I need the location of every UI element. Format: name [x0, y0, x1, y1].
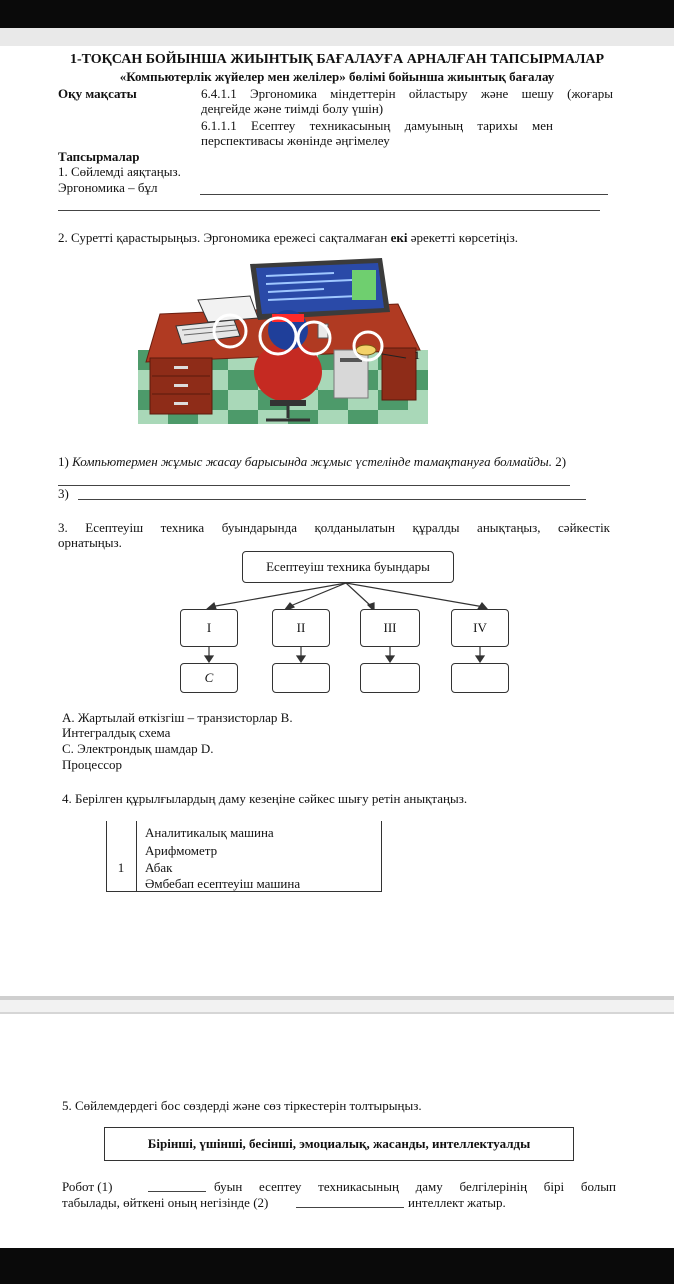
- gen-box-3: III: [360, 609, 420, 647]
- table-item-2: Арифмометр: [145, 843, 218, 858]
- answer-box-1[interactable]: C: [180, 663, 238, 693]
- task1-answer-line[interactable]: [200, 194, 608, 195]
- wordbank-box: Бірінші, үшінші, бесінші, эмоциалық, жасанды, интеллектуалды: [104, 1127, 574, 1161]
- answer1-prefix: 1): [58, 454, 73, 469]
- blank-2[interactable]: [296, 1207, 404, 1208]
- document-title: 1-ТОҚСАН БОЙЫНША ЖИЫНТЫҚ БАҒАЛАУҒА АРНАЛҒАН ТАПСЫРМАЛАР: [69, 52, 605, 67]
- top-grey-band: [0, 28, 674, 46]
- task5-text: 5. Сөйлемдердегі бос сөздерді және сөз тіркестерін толтырыңыз.: [62, 1098, 422, 1113]
- drawer-handle-3: [174, 402, 188, 405]
- table-item-3: Абак: [145, 860, 173, 875]
- task3-option-4: Процессор: [62, 757, 122, 772]
- task3-line2: орнатыңыз.: [58, 535, 122, 550]
- table-num-3[interactable]: 1: [117, 860, 125, 875]
- illustration-marker: 1: [414, 348, 420, 362]
- goal-label: Оқу мақсаты: [58, 86, 137, 101]
- desk-right-leg: [382, 348, 416, 400]
- answer-box-2[interactable]: [272, 663, 330, 693]
- ergonomics-illustration: [138, 254, 428, 426]
- task2-text-bold: екі: [390, 230, 408, 245]
- task2-answer3-line[interactable]: [78, 499, 586, 500]
- task5-s1-a: Робот (1): [62, 1179, 113, 1194]
- task2-text-post: әрекетті көрсетіңіз.: [407, 230, 519, 245]
- task2-answer2-line[interactable]: [58, 485, 570, 486]
- bottom-black-bar: [0, 1248, 674, 1284]
- drive-slot: [340, 358, 362, 362]
- task5-s2-a: табылады, өйткені оның негізінде (2): [62, 1195, 269, 1210]
- table-item-4: Әмбебап есептеуіш машина: [145, 876, 301, 891]
- answer2-label: 2): [555, 454, 567, 469]
- screen-panel: [352, 270, 376, 300]
- document-subtitle: «Компьютерлік жүйелер мен желілер» бөлімі бойынша жиынтық бағалау: [119, 69, 555, 84]
- task2-answer1: [58, 454, 566, 469]
- task1-text: 1. Сөйлемді аяқтаңыз.: [58, 164, 181, 179]
- goal-1-line2: деңгейде және тиімді болу үшін): [201, 101, 384, 116]
- drawer-handle-2: [174, 384, 188, 387]
- page-separator-bottom: [0, 1012, 674, 1014]
- gen-box-2: II: [272, 609, 330, 647]
- task3-option-2: Интегралдық схема: [62, 725, 171, 740]
- answer3-label: 3): [58, 486, 69, 501]
- table-col-divider: [136, 821, 137, 891]
- answer1-text: Компьютермен жұмыс жасау барысында жұмыс үстелінде тамақтануға болмайды.: [72, 454, 552, 469]
- answer-box-4[interactable]: [451, 663, 509, 693]
- task4-text: 4. Берілген құрылғылардың даму кезеңіне сәйкес шығу ретін анықтаңыз.: [62, 791, 468, 806]
- food-plate: [356, 345, 376, 355]
- open-book: [198, 296, 258, 322]
- gen-box-1: I: [180, 609, 238, 647]
- system-unit: [334, 350, 368, 398]
- table-item-1: Аналитикалық машина: [145, 825, 274, 840]
- task1-answer-line-2[interactable]: [58, 210, 600, 211]
- task1-prompt: Эргономика – бұл: [58, 180, 158, 195]
- page-separator-gap: [0, 1000, 674, 1012]
- task3-option-3: С. Электрондық шамдар D.: [62, 741, 214, 756]
- goal-2-line2: перспективасы жөнінде әңгімелеу: [201, 133, 390, 148]
- goal-2-line1: 6.1.1.1 Есептеу техникасының дамуының тарихы мен: [201, 118, 553, 133]
- task5-s2-b: интеллект жатыр.: [408, 1195, 506, 1210]
- task2-text-pre: 2. Суретті қарастырыңыз. Эргономика ережесі сақталмаған: [58, 230, 391, 245]
- blank-1[interactable]: [148, 1191, 206, 1192]
- task3-option-1: А. Жартылай өткізгіш – транзисторлар B.: [62, 710, 293, 725]
- gen-arrows: [180, 647, 510, 663]
- gen-box-4: IV: [451, 609, 509, 647]
- tasks-label: Тапсырмалар: [58, 149, 140, 164]
- drawer-handle-1: [174, 366, 188, 369]
- chair-seat: [270, 400, 306, 406]
- answer-box-3[interactable]: [360, 663, 420, 693]
- top-black-bar: [0, 0, 674, 28]
- generations-root-box: Есептеуіш техника буындары: [242, 551, 454, 583]
- task5-s1-b: буын есептеу техникасының даму белгілерінің бірі болып: [214, 1179, 616, 1194]
- task2-text: [58, 230, 518, 245]
- task3-line1: 3. Есептеуіш техника буындарында қолданылатын құралды анықтаңыз, сәйкестік: [58, 520, 610, 535]
- goal-1-line1: 6.4.1.1 Эргономика міндеттерін ойластыру және шешу (жоғары: [201, 86, 613, 101]
